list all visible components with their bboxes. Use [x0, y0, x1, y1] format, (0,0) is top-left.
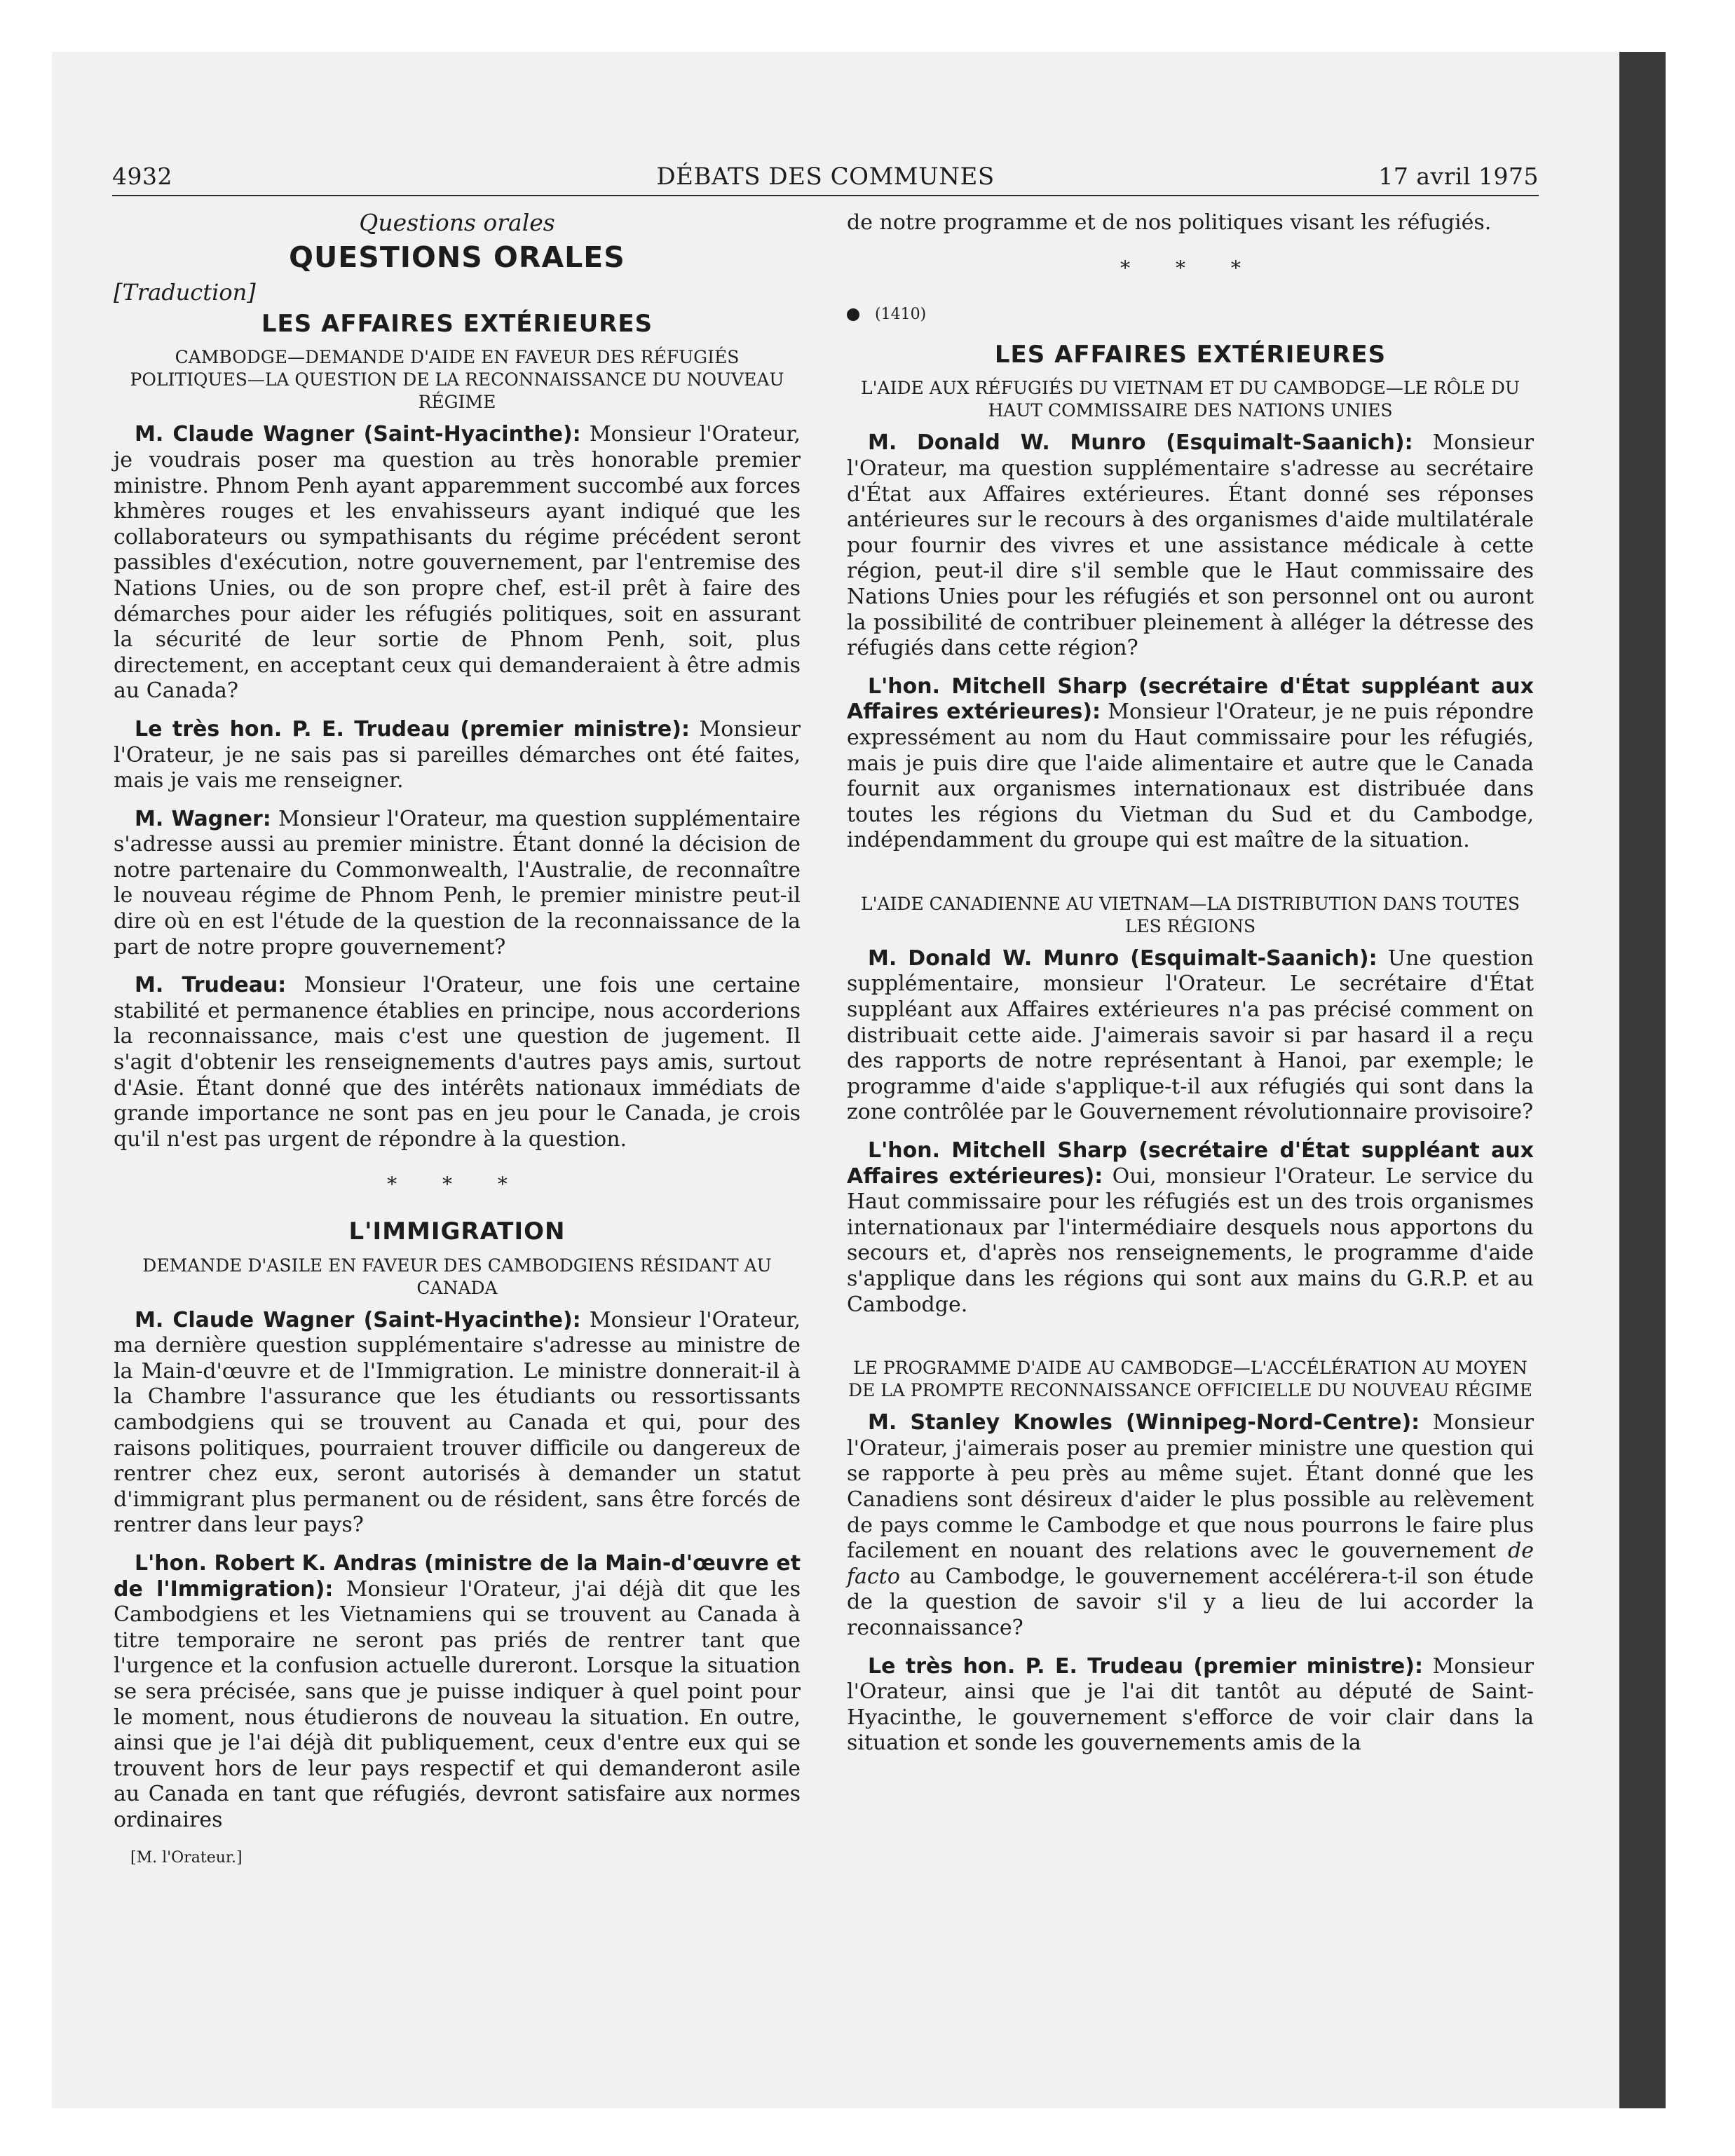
speaker-name: M. Stanley Knowles (Winnipeg-Nord-Centre):	[868, 1410, 1420, 1435]
speech-paragraph	[114, 973, 801, 1152]
main-heading: QUESTIONS ORALES	[289, 240, 625, 274]
speech-text: Monsieur l'Orateur, ma dernière question supplémentaire s'adresse au ministre de la Main-d'œuvre et de l'Immigration. Le ministre donnerait-il à la Chambre l'assurance que les étudiants ou ressortissants cambodgiens qui se trouvent au Canada et qui, pour des raisons politiques, pourraient trouver difficile ou dangereux de rentrer chez eux, seront autorisés à demander un statut d'immigrant plus permanent ou de résident, sans être forcés de rentrer dans leur pays?	[114, 1307, 801, 1538]
speech-paragraph	[114, 1308, 801, 1538]
speaker-name: Le très hon. P. E. Trudeau (premier ministre):	[868, 1653, 1423, 1679]
speech-paragraph	[847, 1138, 1534, 1318]
speaker-name: Le très hon. P. E. Trudeau (premier ministre):	[135, 716, 690, 742]
section-separator: * * *	[387, 1173, 527, 1196]
speech-paragraph	[847, 1410, 1534, 1641]
speech-text: Monsieur l'Orateur, j'aimerais poser au premier ministre une question qui se rapporte à peu près au même sujet. Étant donné que les Canadiens sont désireux d'aider le plus possible au relèvement de pays comme le Cambodge et que nous pourrons le faire plus facilement en nouant des relations avec le gouvernement	[847, 1410, 1534, 1564]
speech-text: Monsieur l'Orateur, ma question supplémentaire s'adresse aussi au premier ministre. Étant donné la décision de notre partenaire du Commonwealth, l'Australie, de reconnaître le nouveau régime de Phnom Penh, le premier ministre peut-il dire où en est l'étude de la question de la reconnaissance de la part de notre propre gouvernement?	[114, 806, 801, 960]
speaker-name: M. Claude Wagner (Saint-Hyacinthe):	[135, 1307, 581, 1332]
speaker-name: M. Claude Wagner (Saint-Hyacinthe):	[135, 422, 581, 447]
speech-text: Une question supplémentaire, monsieur l'Orateur. Le secrétaire d'État suppléant aux Affaires extérieures n'a pas précisé comment on distribuait cette aide. J'aimerais savoir si par hasard il a reçu des rapports de notre représentant à Hanoi, par exemple; le programme d'aide s'applique-t-il aux réfugiés qui sont dans la zone contrôlée par le Gouvernement révolutionnaire provisoire?	[847, 946, 1534, 1125]
section-subheading: L'AIDE CANADIENNE AU VIETNAM—LA DISTRIBUTION DANS TOUTES LES RÉGIONS	[861, 893, 1520, 936]
left-column	[114, 210, 801, 1871]
speech-paragraph	[114, 1551, 801, 1834]
speech-paragraph	[847, 674, 1534, 854]
section-subheading: CAMBODGE—DEMANDE D'AIDE EN FAVEUR DES RÉFUGIÉS POLITIQUES—LA QUESTION DE LA RECONNAISSANCE DU NOUVEAU RÉGIME	[130, 347, 784, 413]
speech-text: Monsieur l'Orateur, ma question supplémentaire s'adresse au secrétaire d'État aux Affaires extérieures. Étant donné ses réponses antérieures sur le recours à des organismes d'aide multilatérale pour fournir des vivres et une assistance médicale à cette région, peut-il dire s'il semble que le Haut commissaire des Nations Unies pour les réfugiés et son personnel ont ou auront la possibilité de contribuer pleinement à alléger la détresse des réfugiés dans cette région?	[847, 430, 1534, 661]
traduction-label: [Traduction]	[114, 279, 256, 306]
header-rule	[112, 195, 1539, 196]
section-heading: LES AFFAIRES EXTÉRIEURES	[261, 309, 653, 338]
speech-paragraph	[114, 807, 801, 961]
footnote-speaker: [M. l'Orateur.]	[130, 1849, 243, 1867]
speech-paragraph	[847, 1654, 1534, 1756]
page-number: 4932	[112, 163, 172, 190]
speaker-name: L'hon. Robert K. Andras (ministre de la Main-d'œuvre et de l'Immigration):	[114, 1550, 801, 1602]
speech-text: Monsieur l'Orateur, une fois une certaine stabilité et permanence établies en principe, nous accorderions la reconnaissance, mais c'est une question de jugement. Il s'agit d'obtenir les renseignements d'autres pays amis, surtout d'Asie. Étant donné que des intérêts nationaux immédiats de grande importance ne sont pas en jeu pour le Canada, je crois qu'il n'est pas urgent de répondre à la question.	[114, 973, 801, 1152]
running-title: Questions orales	[359, 209, 555, 236]
section-heading: L'IMMIGRATION	[348, 1217, 566, 1246]
speech-text: Monsieur l'Orateur, je voudrais poser ma question au très honorable premier ministre. Phnom Penh ayant apparemment succombé aux forces khmères rouges et les envahisseurs ayant indiqué que les collaborateurs ou sympathisants du régime précédent seront passibles d'exécution, notre gouvernement, par l'entremise des Nations Unies, ou de son propre chef, est-il prêt à faire des démarches pour aider les réfugiés politiques, soit en assurant la sécurité de leur sortie de Phnom Penh, soit, plus directement, en acceptant ceux qui demanderaient à être admis au Canada?	[114, 422, 801, 704]
page-header	[112, 163, 1539, 193]
right-column	[847, 210, 1534, 1769]
section-heading: LES AFFAIRES EXTÉRIEURES	[994, 340, 1387, 369]
speech-paragraph	[847, 946, 1534, 1126]
bullet-dot-icon	[847, 308, 859, 321]
time-marker	[847, 302, 1534, 328]
section-separator: * * *	[1120, 256, 1260, 280]
section-subheading: L'AIDE AUX RÉFUGIÉS DU VIETNAM ET DU CAMBODGE—LE RÔLE DU HAUT COMMISSAIRE DES NATIONS UNIES	[861, 378, 1520, 421]
section-subheading: LE PROGRAMME D'AIDE AU CAMBODGE—L'ACCÉLÉRATION AU MOYEN DE LA PROMPTE RECONNAISSANCE OFFICIELLE DU NOUVEAU RÉGIME	[848, 1358, 1533, 1401]
page-date: 17 avril 1975	[1378, 163, 1539, 190]
continued-text: de notre programme et de nos politiques visant les réfugiés.	[847, 210, 1492, 235]
italic-term: de facto	[847, 1538, 1534, 1589]
speech-text: Monsieur l'Orateur, j'ai déjà dit que les Cambodgiens et les Vietnamiens qui se trouvent au Canada à titre temporaire ne seront pas priés de rentrer tant que l'urgence et la confusion actuelle dureront. Lorsque la situation se sera précisée, sans que je puisse indiquer à quel point pour le moment, nous étudierons de nouveau la situation. En outre, ainsi que je l'ai déjà dit publiquement, ceux d'entre eux qui se trouvent hors de leur pays respectif et qui demanderont asile au Canada en tant que réfugiés, devront satisfaire aux normes ordinaires	[114, 1576, 801, 1832]
speaker-name: M. Trudeau:	[135, 973, 287, 998]
time-label: (1410)	[875, 306, 927, 324]
speech-text: Monsieur l'Orateur, je ne sais pas si pareilles démarches ont été faites, mais je vais me renseigner.	[114, 716, 801, 793]
speech-text: Monsieur l'Orateur, ainsi que je l'ai dit tantôt au député de Saint-Hyacinthe, le gouvernement s'efforce de voir clair dans la situation et sonde les gouvernements amis de la	[847, 1653, 1534, 1756]
speech-paragraph	[114, 717, 801, 794]
speaker-name: L'hon. Mitchell Sharp (secrétaire d'État suppléant aux Affaires extérieures):	[847, 1138, 1534, 1189]
speech-paragraph	[847, 430, 1534, 661]
speech-text: Monsieur l'Orateur, je ne puis répondre expressément au nom du Haut commissaire pour les réfugiés, mais je puis dire que l'aide alimentaire et autre que le Canada fournit aux organismes internationaux est distribuée dans toutes les régions du Vietman du Sud et du Cambodge, indépendamment du groupe qui est maître de la situation.	[847, 700, 1534, 853]
speaker-name: M. Donald W. Munro (Esquimalt-Saanich):	[868, 430, 1413, 456]
section-subheading: DEMANDE D'ASILE EN FAVEUR DES CAMBODGIENS RÉSIDANT AU CANADA	[142, 1255, 772, 1298]
scan-edge-bar	[1619, 52, 1666, 2108]
speech-paragraph	[114, 422, 801, 704]
speaker-name: M. Wagner:	[135, 806, 271, 831]
speaker-name: M. Donald W. Munro (Esquimalt-Saanich):	[868, 946, 1377, 971]
publication-title: DÉBATS DES COMMUNES	[656, 163, 995, 191]
speech-text: au Cambodge, le gouvernement accélérera-t-il son étude de la question de savoir s'il y a lieu de lui accorder la reconnaissance?	[847, 1564, 1534, 1640]
speaker-name: L'hon. Mitchell Sharp (secrétaire d'État suppléant aux Affaires extérieures):	[847, 674, 1534, 725]
speech-text: Oui, monsieur l'Orateur. Le service du Haut commissaire pour les réfugiés est un des trois organismes internationaux par l'intermédiaire desquels nous apportons du secours et, d'après nos renseignements, le programme d'aide s'applique dans les régions qui sont aux mains du G.R.P. et au Cambodge.	[847, 1164, 1534, 1317]
